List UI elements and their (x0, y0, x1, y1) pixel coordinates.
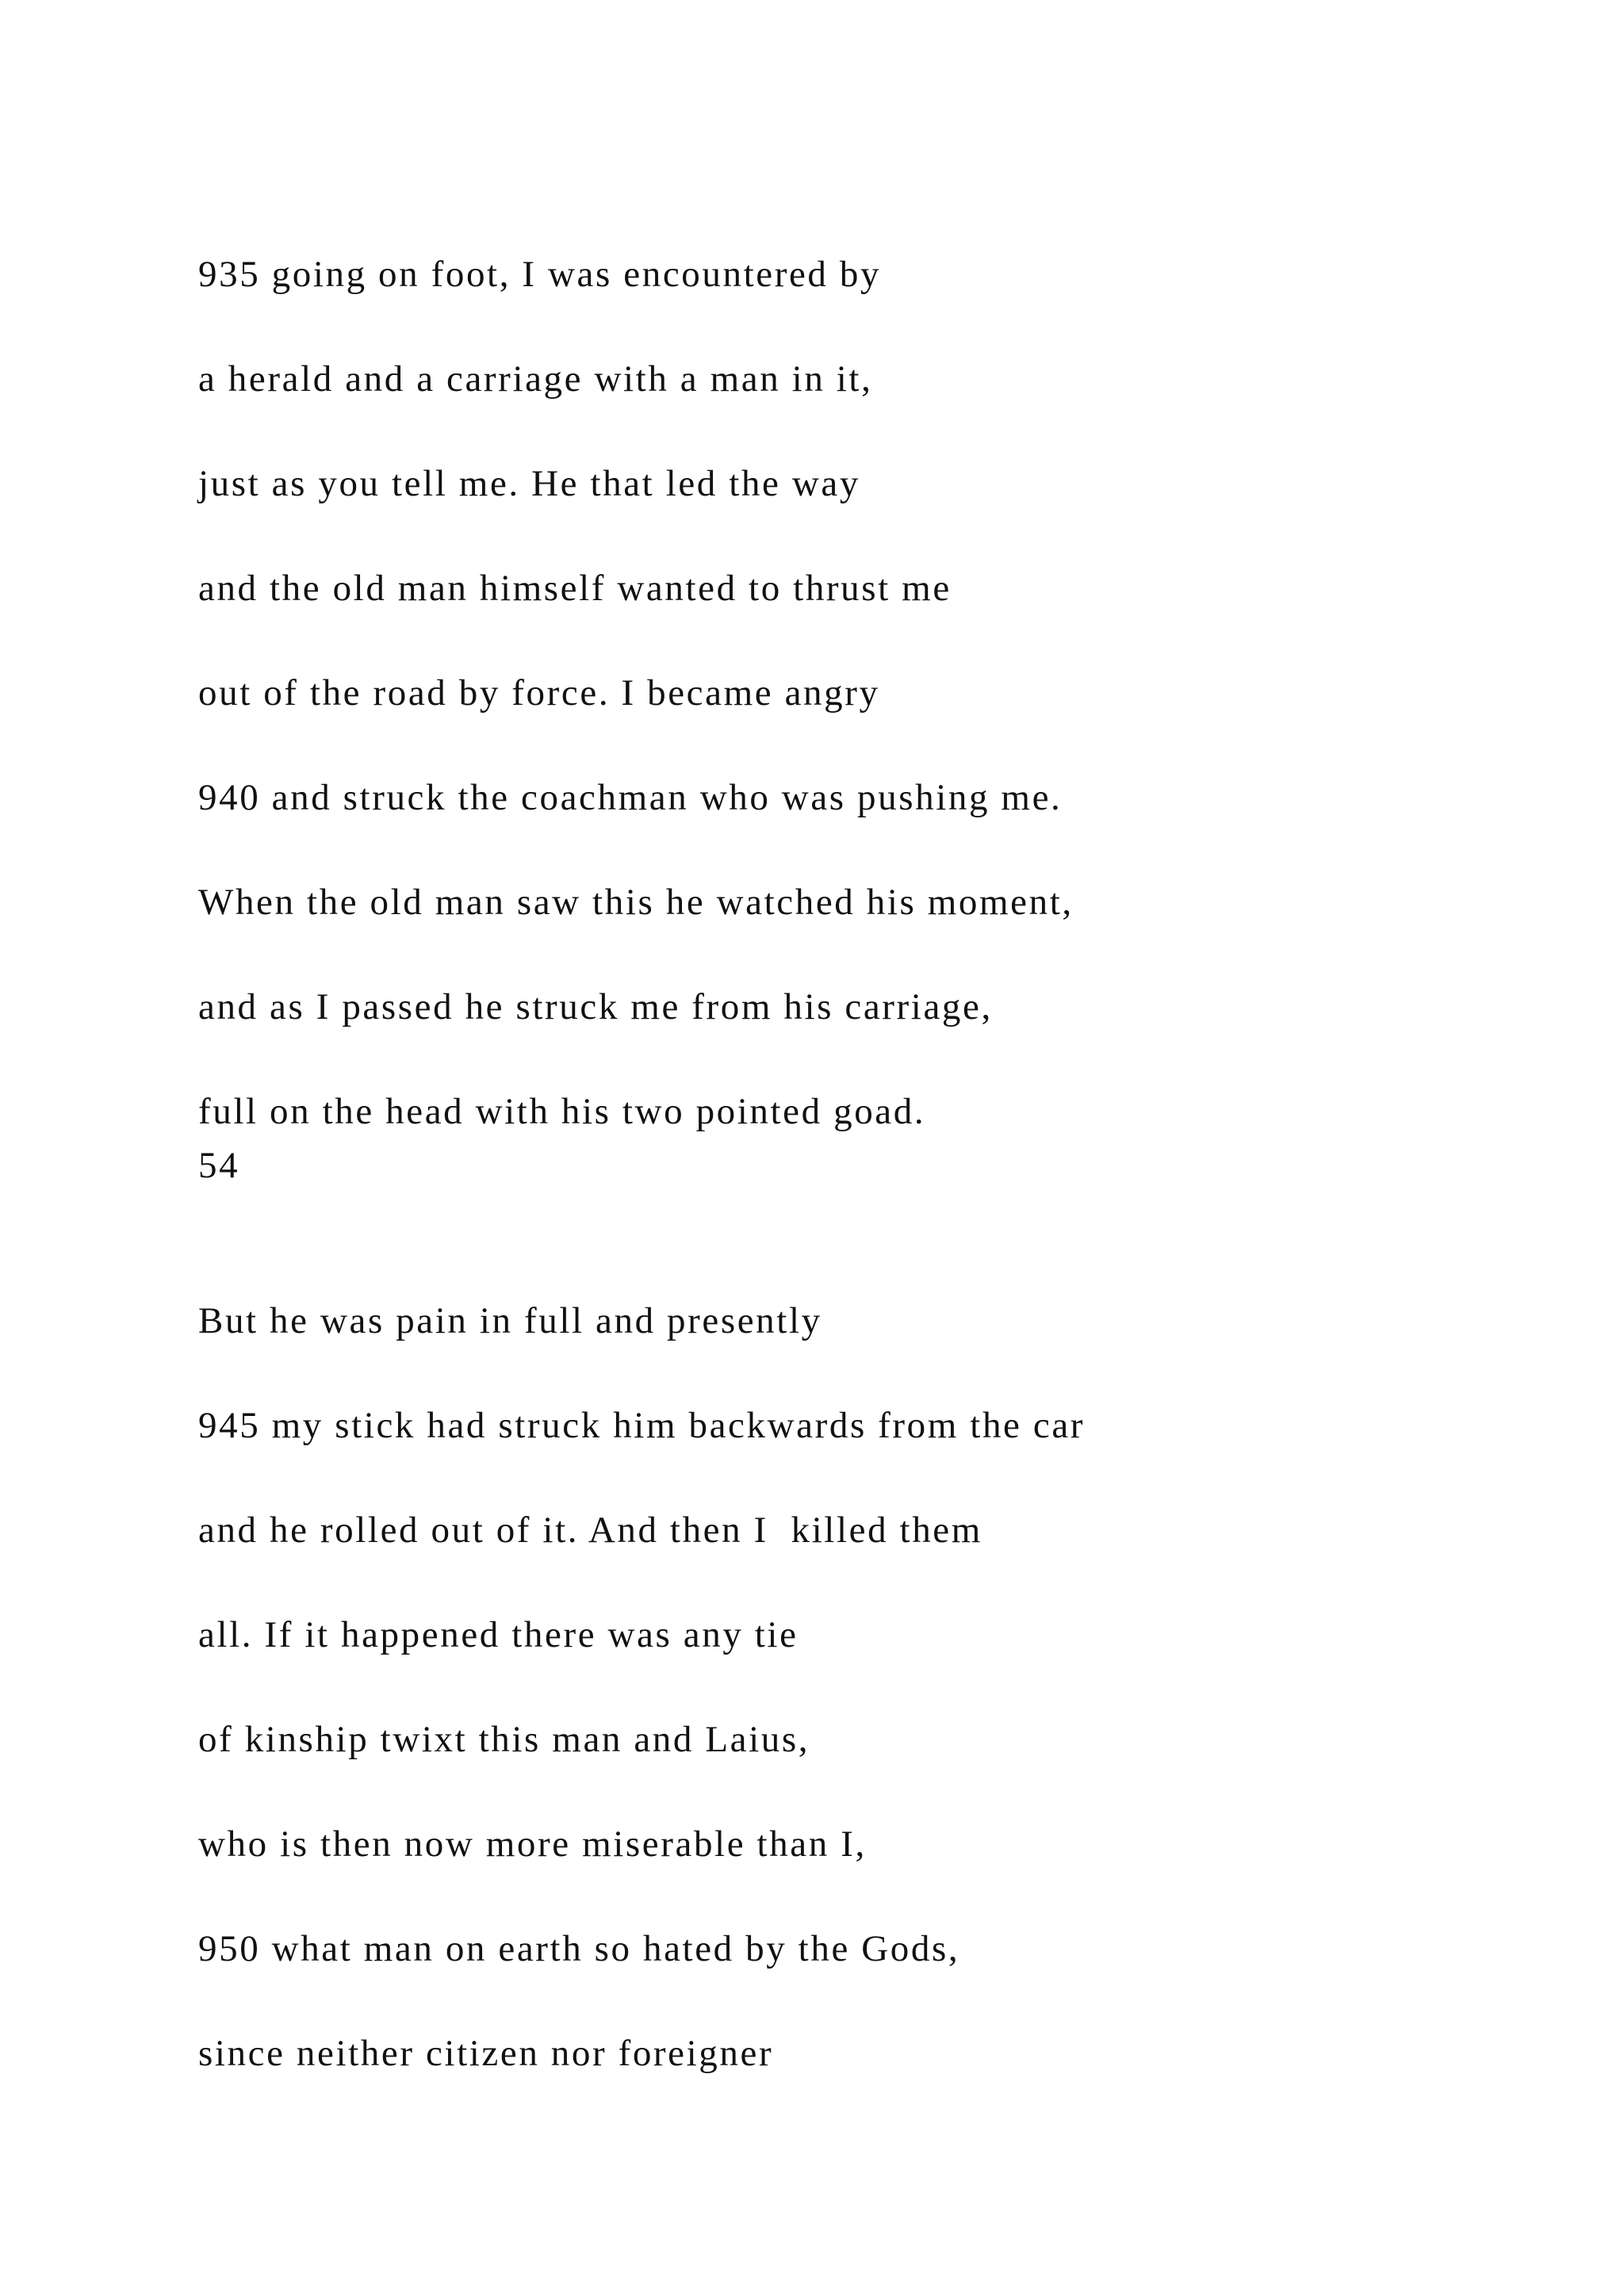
text-line: 935 going on foot, I was encountered by (198, 254, 882, 295)
text-line: 940 and struck the coachman who was pushing me. (198, 777, 1063, 818)
text-line: all. If it happened there was any tie (198, 1614, 799, 1655)
text-line: a herald and a carriage with a man in it, (198, 358, 873, 400)
text-line: and as I passed he struck me from his carriage, (198, 986, 993, 1027)
text-line: out of the road by force. I became angry (198, 672, 880, 714)
page-number: 54 (198, 1145, 240, 1186)
text-line: and the old man himself wanted to thrust me (198, 568, 952, 609)
text-line: full on the head with his two pointed goad. (198, 1091, 926, 1132)
text-line: of kinship twixt this man and Laius, (198, 1719, 810, 1760)
text-line: But he was pain in full and presently (198, 1300, 822, 1341)
text-line: When the old man saw this he watched his moment, (198, 882, 1074, 923)
text-line: 950 what man on earth so hated by the Gods, (198, 1928, 960, 1969)
text-line: just as you tell me. He that led the way (198, 463, 860, 504)
text-line: 945 my stick had struck him backwards from the car (198, 1405, 1086, 1446)
text-line: since neither citizen nor foreigner (198, 2033, 774, 2074)
text-line: who is then now more miserable than I, (198, 1823, 867, 1865)
text-line: and he rolled out of it. And then I killed them (198, 1510, 982, 1551)
